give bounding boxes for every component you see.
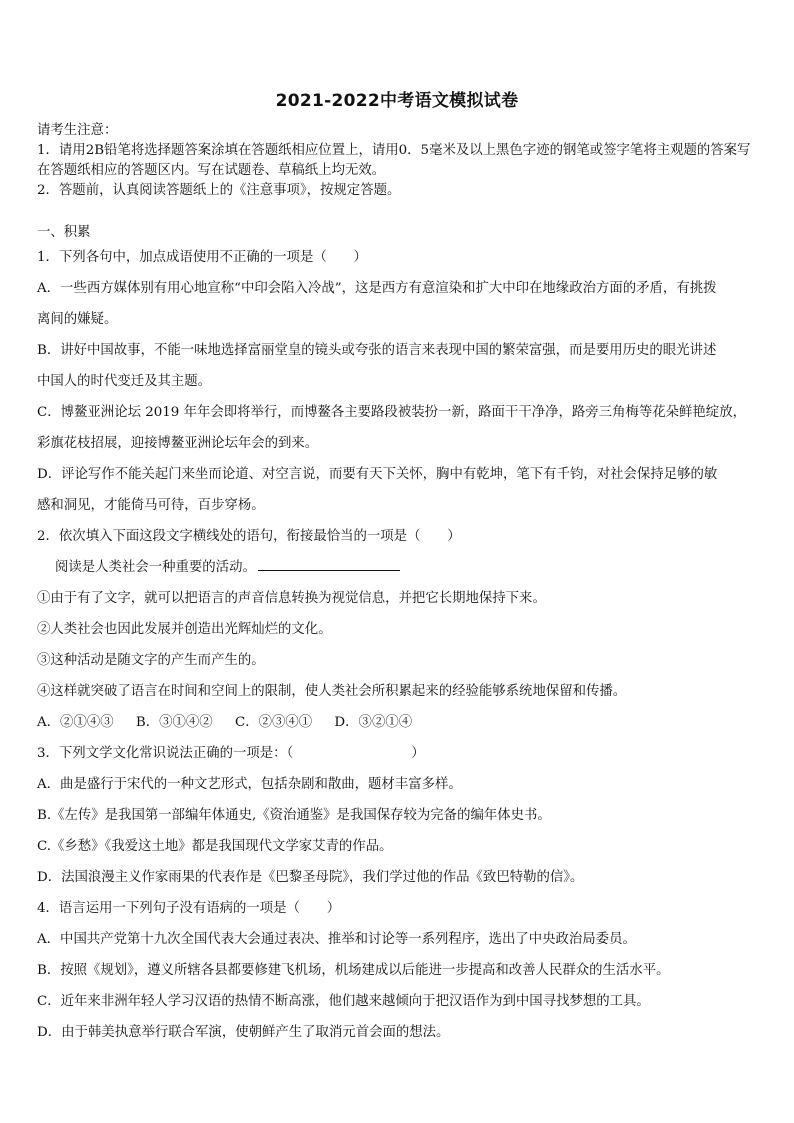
notice-block (37, 121, 759, 201)
sentence-3: ③这种活动是随文字的产生而产生的。 (37, 653, 265, 668)
question-4-option-b: B．按照《规划》，遵义所辖各县都要修建飞机场，机场建成以后能进一步提高和改善人民群众的生活水平。 (37, 963, 670, 978)
question-3-option-b: B.《左传》是我国第一部编年体通史,《资治通鉴》是我国保存较为完备的编年体史书。 (37, 808, 551, 823)
question-1-option-b-cont: 中国人的时代变迁及其主题。 (37, 374, 212, 389)
question-2-options (37, 707, 759, 738)
question-1-option-b: B．讲好中国故事，不能一味地选择富丽堂皇的镜头或夸张的语言来表现中国的繁荣富强，而是要用历史的眼光讲述 (37, 343, 717, 358)
notice-item-1: 1．请用2B铅笔将选择题答案涂填在答题纸相应位置上，请用0．5毫米及以上黑色字迹的钢笔或签字笔将主观题的答案写在答题纸相应的答题区内。写在试题卷、草稿纸上均无效。 (37, 143, 751, 178)
page-title: 2021-2022中考语文模拟试卷 (275, 91, 519, 111)
question-2-option-d: D．③②①④ (334, 715, 413, 730)
section-heading: 一、积累 (37, 225, 91, 240)
question-3 (37, 738, 759, 893)
question-1-option-d-cont: 感和洞见，才能倚马可待，百步穿杨。 (37, 498, 265, 513)
question-1-option-a: A．一些西方媒体别有用心地宣称“中印会陷入冷战”，这是西方有意渲染和扩大中印在地缘政治方面的矛盾，有挑拨 (37, 281, 717, 296)
question-4 (37, 893, 759, 1048)
question-2-stem: 2．依次填入下面这段文字横线处的语句，衔接最恰当的一项是（ ） (37, 529, 461, 544)
question-2-passage (37, 552, 759, 583)
notice-heading: 请考生注意： (37, 123, 118, 138)
question-3-stem (37, 738, 759, 769)
question-3-stem-text: 3．下列文学文化常识说法正确的一项是：（ (37, 746, 294, 761)
answer-blank (258, 556, 400, 571)
question-3-option-d: D．法国浪漫主义作家雨果的代表作是《巴黎圣母院》，我们学过他的作品《致巴特勒的信》。 (37, 870, 584, 885)
notice-item-2: 2．答题前，认真阅读答题纸上的《注意事项》，按规定答题。 (37, 183, 401, 198)
question-2-option-b: B．③①④② (135, 715, 213, 730)
question-3-option-c: C.《乡愁》《我爱这土地》都是我国现代文学家艾青的作品。 (37, 839, 393, 854)
question-4-stem: 4．语言运用一下列句子没有语病的一项是（ ） (37, 901, 341, 916)
sentence-2: ②人类社会也因此发展并创造出光辉灿烂的文化。 (37, 622, 332, 637)
question-1 (37, 242, 759, 521)
sentence-4: ④这样就突破了语言在时间和空间上的限制，使人类社会所积累起来的经验能够系统地保留和传播。 (37, 684, 627, 699)
sentence-1: ①由于有了文字，就可以把语言的声音信息转换为视觉信息，并把它长期地保持下来。 (37, 591, 546, 606)
question-1-stem: 1．下列各句中，加点成语使用不正确的一项是（ ） (37, 250, 367, 265)
question-1-option-d: D．评论写作不能关起门来坐而论道、对空言说，而要有天下关怀，胸中有乾坤，笔下有千钧，对社会保持足够的敏 (37, 467, 718, 482)
question-3-option-a: A．曲是盛行于宋代的一种文艺形式，包括杂剧和散曲，题材丰富多样。 (37, 777, 462, 792)
question-2-option-a: A．②①④③ (37, 715, 114, 730)
question-4-option-c: C．近年来非洲年轻人学习汉语的热情不断高涨，他们越来越倾向于把汉语作为到中国寻找梦想的工具。 (37, 994, 650, 1009)
question-1-option-c: C．博鳌亚洲论坛 2019 年年会即将举行，而博鳌各主要路段被装扮一新，路面干干净净，路旁三角梅等花朵鲜艳绽放， (37, 405, 746, 420)
question-4-option-d: D．由于韩美执意举行联合军演，使朝鲜产生了取消元首会面的想法。 (37, 1025, 450, 1040)
question-3-stem-close: ） (411, 746, 425, 761)
question-2-option-c: C．②③④① (234, 715, 313, 730)
question-1-option-c-cont: 彩旗花枝招展，迎接博鳌亚洲论坛年会的到来。 (37, 436, 319, 451)
passage-text: 阅读是人类社会一种重要的活动。 (55, 560, 256, 575)
question-1-option-a-cont: 离间的嫌疑。 (37, 312, 118, 327)
question-2 (37, 521, 759, 738)
question-4-option-a: A．中国共产党第十九次全国代表大会通过表决、推举和讨论等一系列程序，选出了中央政治局委员。 (37, 932, 636, 947)
